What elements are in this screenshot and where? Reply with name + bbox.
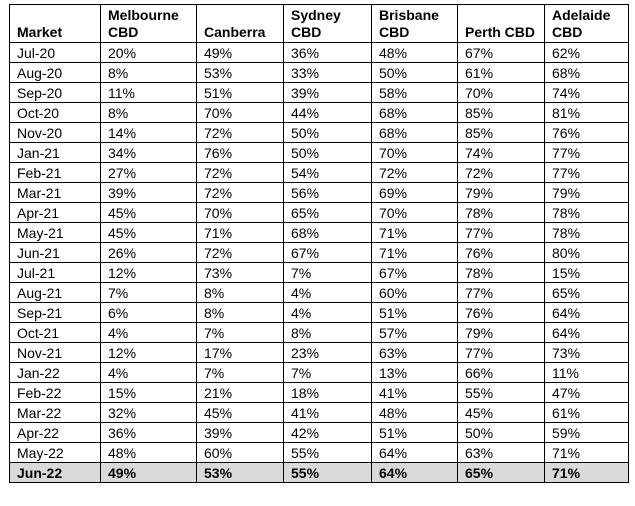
occupancy-cell: 8%: [101, 103, 197, 123]
occupancy-cell: 20%: [101, 43, 197, 63]
month-cell: Oct-20: [10, 103, 101, 123]
occupancy-cell: 71%: [372, 223, 458, 243]
occupancy-cell: 39%: [101, 183, 197, 203]
column-header-line: Adelaide: [552, 7, 611, 23]
table-row: [10, 103, 629, 123]
table-row: [10, 343, 629, 363]
month-cell: Mar-21: [10, 183, 101, 203]
occupancy-cell: 77%: [458, 223, 545, 243]
occupancy-cell: 36%: [284, 43, 372, 63]
table-row: [10, 403, 629, 423]
occupancy-cell: 8%: [284, 323, 372, 343]
occupancy-cell: 49%: [197, 43, 284, 63]
month-cell: Jun-22: [10, 463, 101, 483]
table-row: [10, 83, 629, 103]
occupancy-cell: 63%: [458, 443, 545, 463]
column-header-line: Canberra: [204, 24, 266, 40]
occupancy-cell: 59%: [545, 423, 629, 443]
month-cell: Sep-21: [10, 303, 101, 323]
occupancy-cell: 50%: [284, 123, 372, 143]
month-cell: Apr-21: [10, 203, 101, 223]
occupancy-cell: 39%: [284, 83, 372, 103]
month-cell: Jan-21: [10, 143, 101, 163]
occupancy-cell: 85%: [458, 123, 545, 143]
occupancy-cell: 81%: [545, 103, 629, 123]
occupancy-cell: 51%: [372, 303, 458, 323]
occupancy-cell: 8%: [101, 63, 197, 83]
occupancy-cell: 15%: [545, 263, 629, 283]
column-header-line: CBD: [108, 24, 139, 40]
occupancy-cell: 70%: [197, 203, 284, 223]
occupancy-cell: 33%: [284, 63, 372, 83]
occupancy-cell: 72%: [372, 163, 458, 183]
occupancy-cell: 8%: [197, 283, 284, 303]
month-cell: Jan-22: [10, 363, 101, 383]
occupancy-cell: 63%: [372, 343, 458, 363]
table-row: [10, 43, 629, 63]
month-cell: Oct-21: [10, 323, 101, 343]
occupancy-cell: 72%: [197, 183, 284, 203]
occupancy-cell: 77%: [545, 143, 629, 163]
occupancy-cell: 7%: [101, 283, 197, 303]
occupancy-cell: 55%: [284, 443, 372, 463]
table-row: [10, 443, 629, 463]
occupancy-cell: 13%: [372, 363, 458, 383]
occupancy-cell: 71%: [545, 463, 629, 483]
occupancy-cell: 77%: [458, 343, 545, 363]
month-cell: Aug-20: [10, 63, 101, 83]
occupancy-cell: 42%: [284, 423, 372, 443]
occupancy-cell: 7%: [197, 363, 284, 383]
column-header-canberra: [197, 5, 284, 43]
table-row: [10, 163, 629, 183]
occupancy-cell: 11%: [101, 83, 197, 103]
month-cell: Aug-21: [10, 283, 101, 303]
column-header-line: Perth CBD: [465, 24, 536, 40]
occupancy-cell: 34%: [101, 143, 197, 163]
occupancy-table-container: [9, 4, 629, 483]
occupancy-cell: 55%: [458, 383, 545, 403]
occupancy-cell: 4%: [284, 283, 372, 303]
occupancy-cell: 77%: [545, 163, 629, 183]
occupancy-cell: 76%: [458, 303, 545, 323]
occupancy-cell: 56%: [284, 183, 372, 203]
month-cell: Feb-21: [10, 163, 101, 183]
occupancy-cell: 32%: [101, 403, 197, 423]
occupancy-cell: 44%: [284, 103, 372, 123]
occupancy-cell: 7%: [197, 323, 284, 343]
month-cell: May-22: [10, 443, 101, 463]
occupancy-cell: 15%: [101, 383, 197, 403]
occupancy-cell: 51%: [372, 423, 458, 443]
table-row: [10, 423, 629, 443]
occupancy-cell: 68%: [372, 123, 458, 143]
occupancy-cell: 74%: [545, 83, 629, 103]
occupancy-cell: 4%: [101, 363, 197, 383]
occupancy-cell: 8%: [197, 303, 284, 323]
occupancy-cell: 68%: [284, 223, 372, 243]
occupancy-cell: 48%: [372, 403, 458, 423]
column-header-line: Brisbane: [379, 7, 439, 23]
table-row: [10, 363, 629, 383]
occupancy-cell: 6%: [101, 303, 197, 323]
month-cell: Jul-21: [10, 263, 101, 283]
occupancy-cell: 70%: [458, 83, 545, 103]
occupancy-cell: 69%: [372, 183, 458, 203]
table-row: [10, 123, 629, 143]
occupancy-cell: 73%: [545, 343, 629, 363]
occupancy-cell: 45%: [197, 403, 284, 423]
occupancy-cell: 39%: [197, 423, 284, 443]
occupancy-cell: 61%: [458, 63, 545, 83]
occupancy-cell: 49%: [101, 463, 197, 483]
occupancy-cell: 12%: [101, 343, 197, 363]
occupancy-cell: 4%: [101, 323, 197, 343]
occupancy-cell: 68%: [545, 63, 629, 83]
occupancy-cell: 70%: [372, 143, 458, 163]
occupancy-cell: 65%: [458, 463, 545, 483]
occupancy-cell: 76%: [458, 243, 545, 263]
occupancy-cell: 41%: [372, 383, 458, 403]
occupancy-table: [9, 4, 629, 483]
month-cell: Apr-22: [10, 423, 101, 443]
occupancy-cell: 67%: [284, 243, 372, 263]
occupancy-cell: 50%: [372, 63, 458, 83]
table-row: [10, 203, 629, 223]
occupancy-cell: 79%: [458, 183, 545, 203]
occupancy-cell: 65%: [284, 203, 372, 223]
occupancy-cell: 61%: [545, 403, 629, 423]
column-header-sydney-cbd: [284, 5, 372, 43]
table-row-summary: [10, 463, 629, 483]
occupancy-cell: 60%: [197, 443, 284, 463]
table-row: [10, 283, 629, 303]
column-header-market: [10, 5, 101, 43]
month-cell: Nov-21: [10, 343, 101, 363]
occupancy-cell: 79%: [545, 183, 629, 203]
occupancy-cell: 71%: [545, 443, 629, 463]
occupancy-cell: 14%: [101, 123, 197, 143]
table-row: [10, 323, 629, 343]
occupancy-cell: 54%: [284, 163, 372, 183]
occupancy-cell: 48%: [372, 43, 458, 63]
occupancy-cell: 55%: [284, 463, 372, 483]
occupancy-cell: 68%: [372, 103, 458, 123]
occupancy-cell: 64%: [545, 303, 629, 323]
occupancy-cell: 11%: [545, 363, 629, 383]
month-cell: May-21: [10, 223, 101, 243]
column-header-line: CBD: [552, 24, 583, 40]
occupancy-cell: 79%: [458, 323, 545, 343]
occupancy-cell: 64%: [372, 463, 458, 483]
occupancy-cell: 78%: [545, 203, 629, 223]
occupancy-cell: 58%: [372, 83, 458, 103]
occupancy-cell: 45%: [101, 203, 197, 223]
occupancy-cell: 36%: [101, 423, 197, 443]
occupancy-cell: 23%: [284, 343, 372, 363]
occupancy-cell: 80%: [545, 243, 629, 263]
occupancy-cell: 72%: [197, 243, 284, 263]
occupancy-cell: 47%: [545, 383, 629, 403]
occupancy-cell: 53%: [197, 463, 284, 483]
column-header-adelaide-cbd: [545, 5, 629, 43]
occupancy-cell: 70%: [197, 103, 284, 123]
occupancy-cell: 45%: [458, 403, 545, 423]
occupancy-cell: 77%: [458, 283, 545, 303]
occupancy-cell: 73%: [197, 263, 284, 283]
column-header-line: Market: [17, 24, 63, 40]
occupancy-cell: 57%: [372, 323, 458, 343]
occupancy-cell: 72%: [197, 163, 284, 183]
table-row: [10, 263, 629, 283]
occupancy-cell: 7%: [284, 363, 372, 383]
occupancy-cell: 78%: [458, 203, 545, 223]
month-cell: Mar-22: [10, 403, 101, 423]
month-cell: Feb-22: [10, 383, 101, 403]
column-header-line: CBD: [379, 24, 410, 40]
occupancy-cell: 62%: [545, 43, 629, 63]
occupancy-cell: 65%: [545, 283, 629, 303]
occupancy-cell: 60%: [372, 283, 458, 303]
table-row: [10, 183, 629, 203]
column-header-line: Sydney: [291, 7, 341, 23]
occupancy-cell: 17%: [197, 343, 284, 363]
occupancy-cell: 85%: [458, 103, 545, 123]
occupancy-cell: 67%: [458, 43, 545, 63]
table-row: [10, 63, 629, 83]
occupancy-cell: 45%: [101, 223, 197, 243]
column-header-line: CBD: [291, 24, 322, 40]
table-body: [10, 43, 629, 483]
table-row: [10, 243, 629, 263]
month-cell: Sep-20: [10, 83, 101, 103]
occupancy-cell: 50%: [284, 143, 372, 163]
occupancy-cell: 64%: [372, 443, 458, 463]
occupancy-cell: 72%: [458, 163, 545, 183]
occupancy-cell: 7%: [284, 263, 372, 283]
table-row: [10, 143, 629, 163]
occupancy-cell: 74%: [458, 143, 545, 163]
column-header-perth-cbd: [458, 5, 545, 43]
month-cell: Jul-20: [10, 43, 101, 63]
column-header-line: Melbourne: [108, 7, 179, 23]
table-row: [10, 383, 629, 403]
occupancy-cell: 26%: [101, 243, 197, 263]
month-cell: Jun-21: [10, 243, 101, 263]
occupancy-cell: 78%: [458, 263, 545, 283]
occupancy-cell: 51%: [197, 83, 284, 103]
occupancy-cell: 71%: [372, 243, 458, 263]
occupancy-cell: 53%: [197, 63, 284, 83]
occupancy-cell: 41%: [284, 403, 372, 423]
occupancy-cell: 66%: [458, 363, 545, 383]
occupancy-cell: 78%: [545, 223, 629, 243]
occupancy-cell: 64%: [545, 323, 629, 343]
month-cell: Nov-20: [10, 123, 101, 143]
occupancy-cell: 21%: [197, 383, 284, 403]
table-header-row: [10, 5, 629, 43]
occupancy-cell: 76%: [197, 143, 284, 163]
column-header-melbourne-cbd: [101, 5, 197, 43]
occupancy-cell: 70%: [372, 203, 458, 223]
occupancy-cell: 50%: [458, 423, 545, 443]
occupancy-cell: 27%: [101, 163, 197, 183]
occupancy-cell: 18%: [284, 383, 372, 403]
column-header-brisbane-cbd: [372, 5, 458, 43]
occupancy-cell: 72%: [197, 123, 284, 143]
occupancy-cell: 12%: [101, 263, 197, 283]
table-row: [10, 303, 629, 323]
occupancy-cell: 4%: [284, 303, 372, 323]
table-row: [10, 223, 629, 243]
occupancy-cell: 71%: [197, 223, 284, 243]
occupancy-cell: 76%: [545, 123, 629, 143]
occupancy-cell: 67%: [372, 263, 458, 283]
occupancy-cell: 48%: [101, 443, 197, 463]
